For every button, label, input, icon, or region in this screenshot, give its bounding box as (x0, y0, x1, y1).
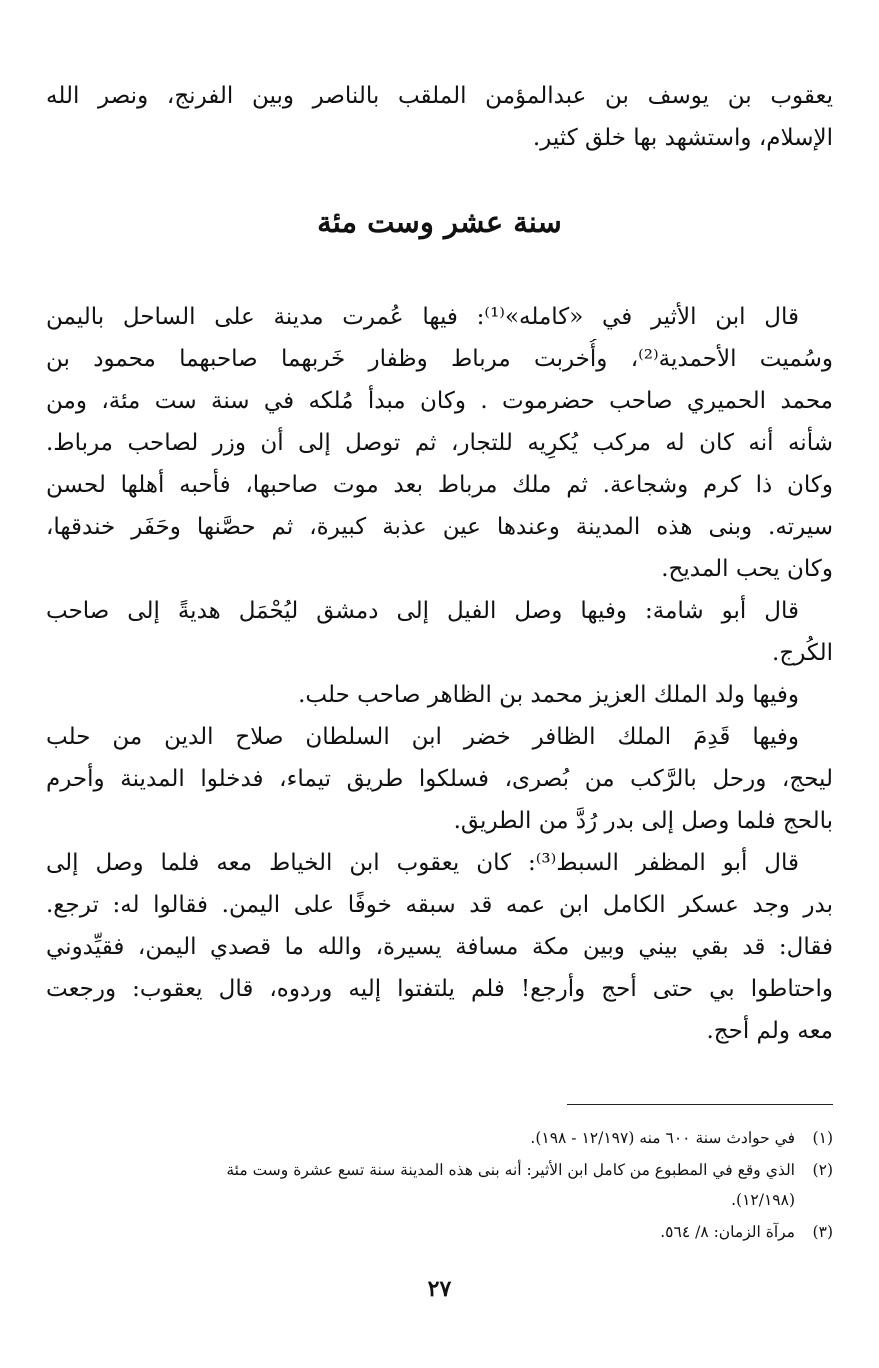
intro-line: يعقوب بن يوسف بن عبدالمؤمن الملقب بالناصر وبين الفرنج، ونصر الله (46, 83, 833, 109)
body-line: وسُميت الأحمدية⁽²⁾، وأُخربت مرباط وظفار خَربهما صاحبهما محمود بن (46, 346, 833, 372)
body-line: بدر وجد عسكر الكامل ابن عمه قد سبقه خوفًا على اليمن. فقالوا له: ترجع. (46, 892, 833, 918)
body-line: محمد الحميري صاحب حضرموت . وكان مبدأ مُلكه في سنة ست مئة، ومن (46, 388, 833, 414)
body-line: قال أبو المظفر السبط⁽³⁾: كان يعقوب ابن الخياط معه فلما وصل إلى (46, 850, 799, 876)
footnote-separator (567, 1104, 833, 1105)
footnote-number: (٢) (812, 1161, 833, 1179)
footnote (46, 1218, 833, 1246)
body-line: ليحج، ورحل بالرَّكب من بُصرى، فسلكوا طريق تيماء، فدخلوا المدينة وأحرم (46, 766, 833, 792)
footnote (46, 1124, 833, 1152)
footnote-number: (١) (812, 1129, 833, 1147)
body-line: الكُرج. (772, 640, 833, 666)
body-line: واحتاطوا بي حتى أحج وأرجع! فلم يلتفتوا إليه وردوه، قال يعقوب: ورجعت (46, 976, 833, 1002)
footnote-continuation: (١٢/١٩٨). (731, 1191, 795, 1209)
footnote (46, 1156, 833, 1184)
body-line: وفيها قَدِمَ الملك الظافر خضر ابن السلطان صلاح الدين من حلب (46, 724, 799, 750)
body-line: وكان ذا كرم وشجاعة. ثم ملك مرباط بعد موت صاحبها، فأحبه أهلها لحسن (46, 472, 833, 498)
body-line: سيرته. وبنى هذه المدينة وعندها عين عذبة كبيرة، ثم حصَّنها وحَفَر خندقها، (46, 514, 833, 540)
body-line: قال أبو شامة: وفيها وصل الفيل إلى دمشق ليُحْمَل هديةً إلى صاحب (46, 598, 799, 624)
intro-line: الإسلام، واستشهد بها خلق كثير. (532, 125, 833, 151)
body-line: معه ولم أحج. (706, 1018, 833, 1044)
body-line: قال ابن الأثير في «كامله»⁽¹⁾: فيها عُمرت مدينة على الساحل باليمن (46, 304, 799, 330)
footnote-number: (٣) (812, 1223, 833, 1241)
section-heading: سنة عشر وست مئة (317, 205, 562, 239)
body-line: شأنه أنه كان له مركب يُكرِيه للتجار، ثم توصل إلى أن وزر لصاحب مرباط. (46, 430, 833, 456)
body-line: فقال: قد بقي بيني وبين مكة مسافة يسيرة، والله ما قصدي اليمن، فقيِّدوني (46, 934, 833, 960)
body-line: بالحج فلما وصل إلى بدر رُدَّ من الطريق. (453, 808, 833, 834)
page-number: ٢٧ (427, 1276, 452, 1302)
body-line: وفيها ولد الملك العزيز محمد بن الظاهر صاحب حلب. (298, 682, 799, 708)
body-line: وكان يحب المديح. (661, 556, 833, 582)
footnote-text: في حوادث سنة ٦٠٠ منه (١٢/١٩٧ - ١٩٨). (530, 1129, 795, 1147)
footnote-text: مرآة الزمان: ٨/ ٥٦٤. (660, 1223, 795, 1241)
footnote-text: الذي وقع في المطبوع من كامل ابن الأثير: أنه بنى هذه المدينة سنة تسع عشرة وست مئة (226, 1161, 795, 1179)
